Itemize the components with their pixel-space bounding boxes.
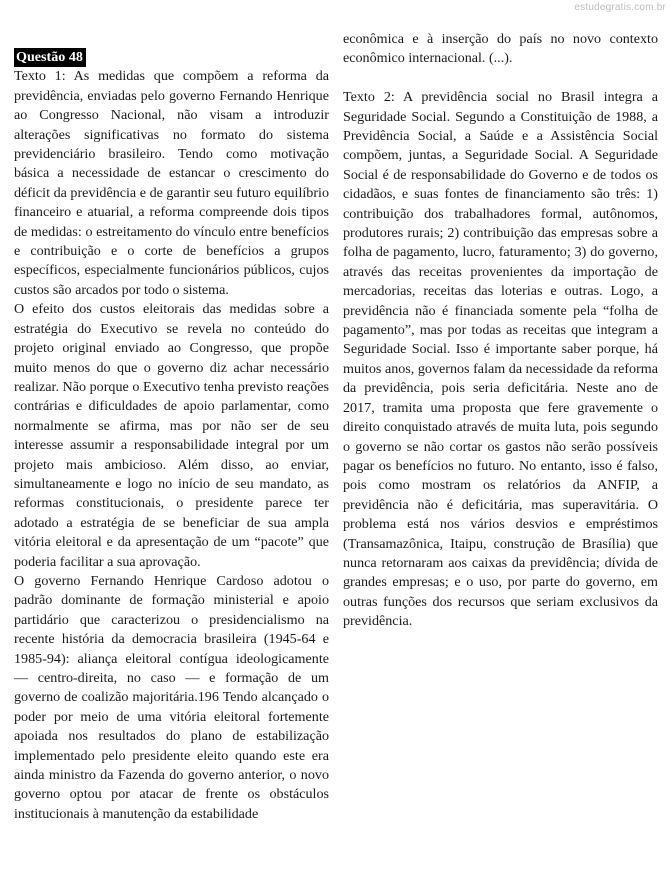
left-column	[14, 30, 329, 824]
text1-paragraph-1: Texto 1: As medidas que compõem a reforma da previdência, enviadas pelo governo Fernando Henrique ao Congresso Nacional, não visam a introduzir alterações significativas no formato do sistema previdenciário brasileiro. Tendo como motivação básica a necessidade de estancar o crescimento do déficit da previdência e de garantir seu futuro equilíbrio financeiro e atuarial, a reforma compreende dois tipos de medidas: o estreitamento do vínculo entre benefícios e contribuição e o corte de benefícios a grupos específicos, especialmente funcionários públicos, cujos custos são arcados por todo o sistema.	[14, 68, 329, 298]
right-column	[343, 30, 658, 632]
text2-paragraph-1: Texto 2: A previdência social no Brasil integra a Seguridade Social. Segundo a Constituição de 1988, a Previdência Social, a Saúde e a Assistência Social compõem, juntas, a Seguridade Social. A Seguridade Social é de responsabilidade do Governo e de todos os cidadãos, e suas fontes de financiamento são três: 1) contribuição dos trabalhadores formal, autônomos, produtores rurais; 2) contribuição das empresas sobre a folha de pagamento, lucro, faturamento; 3) do governo, através das receitas provenientes da importação de mercadorias, receitas das loterias e outras. Logo, a previdência não é financiada somente pela “folha de pagamento”, mas por todas as receitas que integram a Seguridade Social. Isso é importante saber porque, há muitos anos, governos falam da necessidade da reforma da previdência, pois seria deficitária. Neste ano de 2017, tramita uma proposta que fere gravemente o direito conquistado através de muita luta, pois segundo o governo se não cortar os gastos não serão possíveis pagar os benefícios no futuro. No entanto, isso é falso, pois como mostram os relatórios da ANFIP, a previdência não é deficitária, mas superavitária. O problema está nos vários desvios e empréstimos (Transamazônica, Itaipu, construção de Brasília) que nunca retornaram aos caixas da previdência; dívida de grandes empresas; e o uso, por parte do governo, em outras funções dos recursos que seriam exclusivos da previdência.	[343, 89, 658, 630]
text1-paragraph-2: O efeito dos custos eleitorais das medidas sobre a estratégia do Executivo se revela no conteúdo do projeto original enviado ao Congresso, que propõe muito menos do que o governo diz achar necessário realizar. Não porque o Executivo tenha previsto reações contrárias e dificuldades de apoio parlamentar, como normalmente se afirma, mas por não ser de seu interesse assumir a responsabilidade integral por um projeto mais ambicioso. Além disso, ao enviar, simultaneamente e logo no início de seu mandato, as reformas constitucionais, o presidente parece ter adotado a estratégia de se beneficiar de sua ampla vitória eleitoral e da apresentação de um “pacote” que poderia facilitar a sua aprovação.	[14, 301, 329, 570]
question-title: Questão 48	[14, 48, 86, 67]
site-watermark: estudegratis.com.br	[574, 2, 666, 13]
text1-paragraph-3: O governo Fernando Henrique Cardoso adotou o padrão dominante de formação ministerial e apoio partidário que caracterizou o presidencialismo na recente história da democracia brasileira (1945-64 e 1985-94): aliança eleitoral contígua ideologicamente — centro-direita, no caso — e formação de um governo de coalizão majoritária.196 Tendo alcançado o poder por meio de uma vitória eleitoral fortemente apoiada nos resultados do plano de estabilização implementado pelo presidente eleito quando este era ainda ministro da Fazenda do governo anterior, o novo governo optou por atacar de frente os obstáculos institucionais à manutenção da estabilidade	[14, 572, 329, 822]
text1-continuation: econômica e à inserção do país no novo contexto econômico internacional. (...).	[343, 31, 658, 67]
paragraph-spacer	[343, 69, 658, 88]
